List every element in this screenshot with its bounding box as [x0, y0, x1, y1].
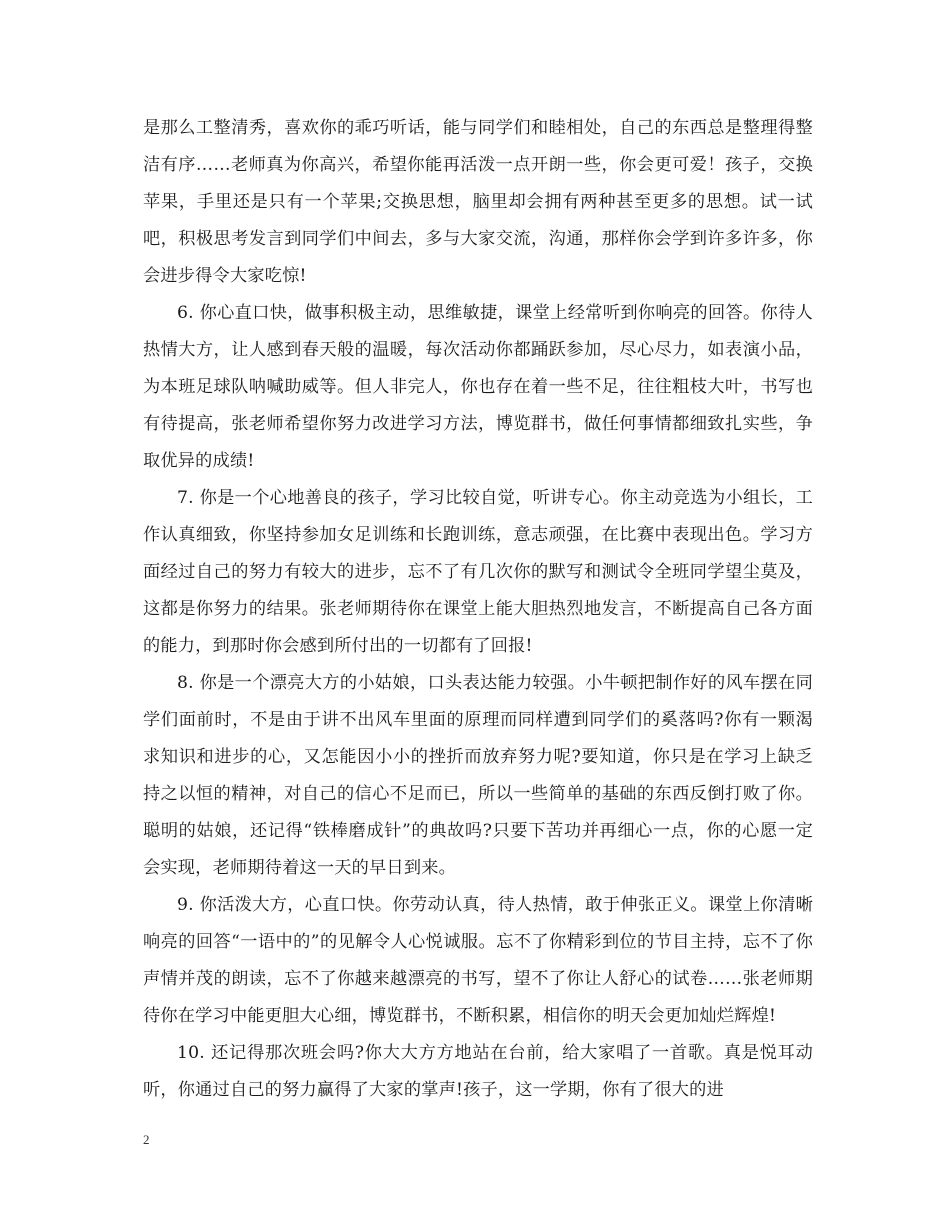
paragraph-continued: 是那么工整清秀，喜欢你的乖巧听话，能与同学们和睦相处，自己的东西总是整理得整洁有序……老师真为你高兴，希望你能再活泼一点开朗一些，你会更可爱！孩子，交换苹果，手里还是只有一个苹果;交换思想，脑里却会拥有两种甚至更多的思想。试一试吧，积极思考发言到同学们中间去，多与大家交流，沟通，那样你会学到许多许多，你会进步得令大家吃惊!: [143, 118, 813, 286]
document-body: [143, 110, 813, 1109]
paragraph-item-9: 9. 你活泼大方，心直口快。你劳动认真，待人热情，敢于伸张正义。课堂上你清晰响亮的回答“一语中的”的见解令人心悦诚服。忘不了你精彩到位的节目主持，忘不了你声情并茂的朗读，忘不了你越来越漂亮的书写，望不了你让人舒心的试卷……张老师期待你在学习中能更胆大心细，博览群书，不断积累，相信你的明天会更加灿烂辉煌!: [143, 895, 813, 1026]
page-number: 2: [143, 1132, 150, 1147]
paragraph-item-10: 10. 还记得那次班会吗?你大大方方地站在台前，给大家唱了一首歌。真是悦耳动听，你通过自己的努力赢得了大家的掌声!孩子，这一学期，你有了很大的进: [143, 1043, 813, 1100]
paragraph-item-6: 6. 你心直口快，做事积极主动，思维敏捷，课堂上经常听到你响亮的回答。你待人热情大方，让人感到春天般的温暖，每次活动你都踊跃参加，尽心尽力，如表演小品，为本班足球队呐喊助威等。但人非完人，你也存在着一些不足，往往粗枝大叶，书写也有待提高，张老师希望你努力改进学习方法，博览群书，做任何事情都细致扎实些，争取优异的成绩!: [143, 303, 813, 471]
paragraph-item-8: 8. 你是一个漂亮大方的小姑娘，口头表达能力较强。小牛顿把制作好的风车摆在同学们面前时，不是由于讲不出风车里面的原理而同样遭到同学们的奚落吗?你有一颗渴求知识和进步的心，又怎能因小小的挫折而放弃努力呢?要知道，你只是在学习上缺乏持之以恒的精神，对自己的信心不足而已，所以一些简单的基础的东西反倒打败了你。聪明的姑娘，还记得“铁棒磨成针”的典故吗?只要下苦功并再细心一点，你的心愿一定会实现，老师期待着这一天的早日到来。: [143, 673, 813, 878]
paragraph-item-7: 7. 你是一个心地善良的孩子，学习比较自觉，听讲专心。你主动竞选为小组长，工作认真细致，你坚持参加女足训练和长跑训练，意志顽强，在比赛中表现出色。学习方面经过自己的努力有较大的进步，忘不了有几次你的默写和测试令全班同学望尘莫及，这都是你努力的结果。张老师期待你在课堂上能大胆热烈地发言，不断提高自己各方面的能力，到那时你会感到所付出的一切都有了回报!: [143, 488, 813, 656]
